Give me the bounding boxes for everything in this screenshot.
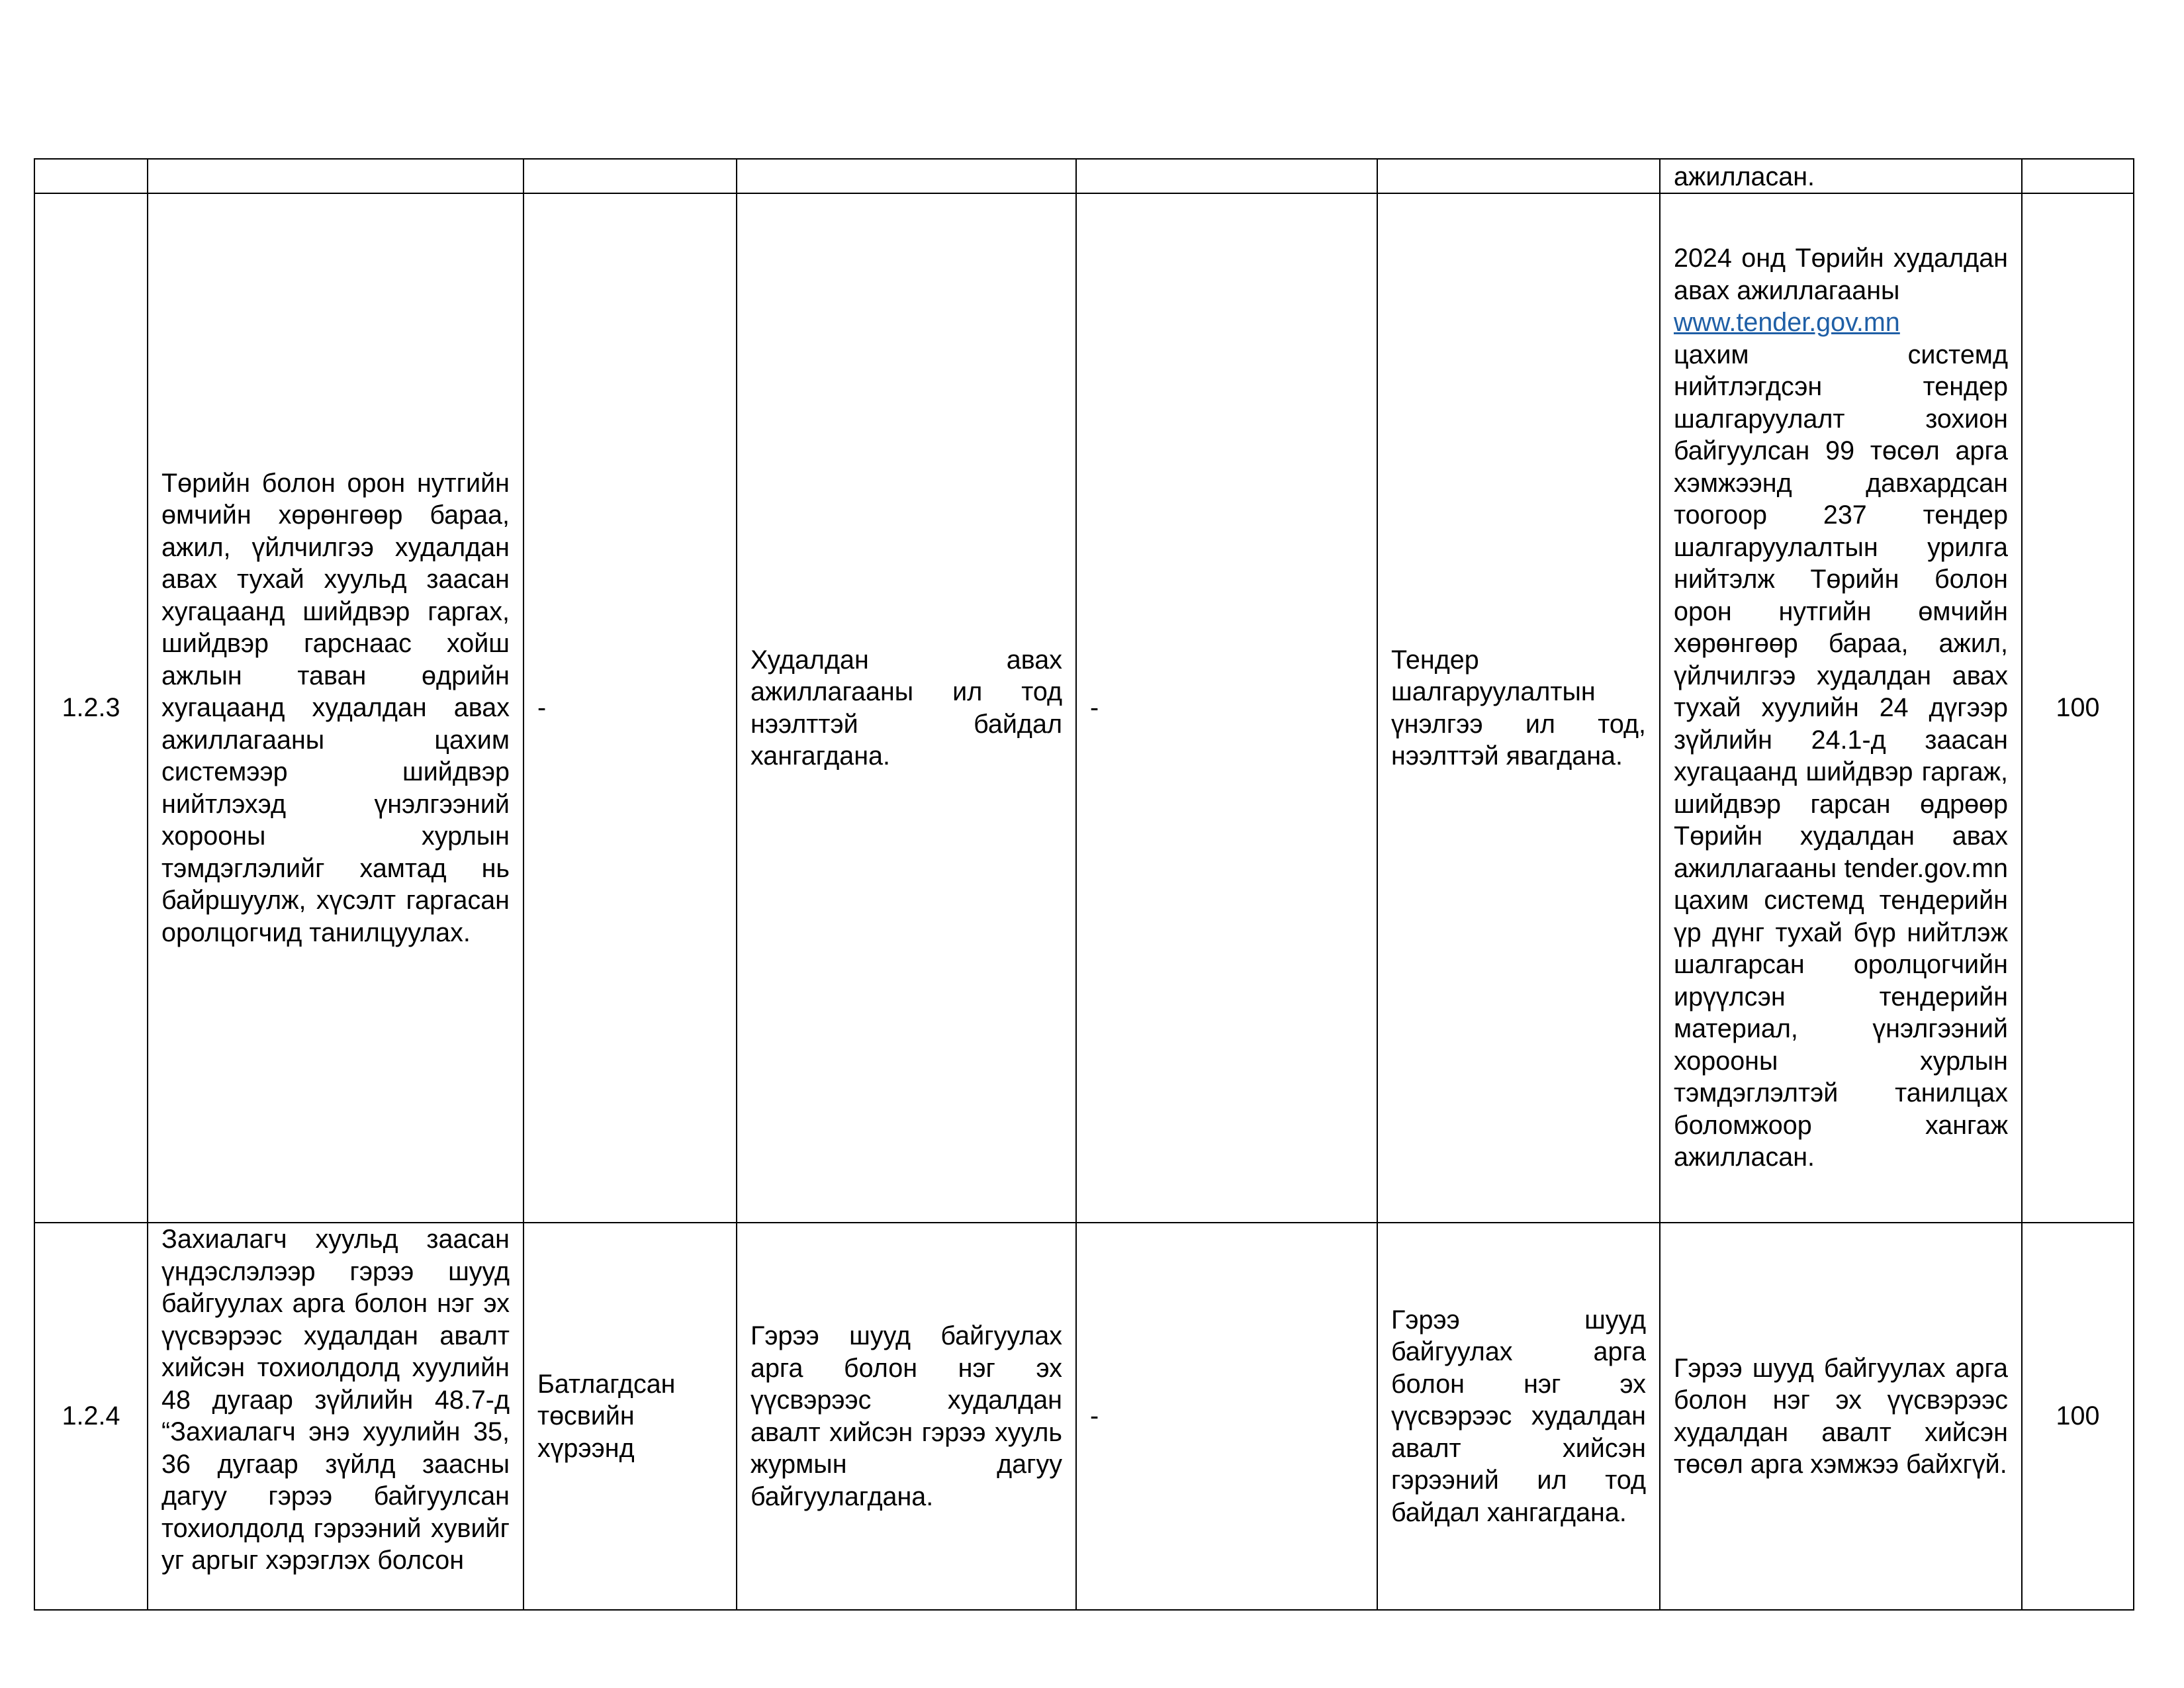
cell-expected-result: Гэрээ шууд байгуулах арга болон нэг эх үүсвэрээс худалдан авалт хийсэн гэрээ хууль журмын дагуу байгуулагдана. — [737, 1223, 1076, 1610]
report-table — [34, 158, 2134, 1611]
cell-indicator: Гэрээ шууд байгуулах арга болон нэг эх үүсвэрээс худалдан авалт хийсэн гэрээний ил тод байдал хангагдана. — [1377, 1223, 1660, 1610]
cell-measure — [148, 159, 523, 193]
cell-implementation — [1660, 193, 2022, 1223]
cell-col5: - — [1076, 1223, 1377, 1610]
cell-measure: Захиалагч хуульд заасан үндэслэлээр гэрээ шууд байгуулах арга болон нэг эх үүсвэрээс худалдан авалт хийсэн тохиолдолд хуулийн 48 дугаар зүйлийн 48.7-д “Захиалагч энэ хуулийн 35, 36 дугаар зүйлд заасны дагуу гэрээ байгуулсан тохиолдолд гэрээний хувийг уг аргыг хэрэглэх болсон — [148, 1223, 523, 1610]
cell-col5 — [1076, 159, 1377, 193]
cell-score: 100 — [2022, 193, 2134, 1223]
cell-expected-result: Худалдан авах ажиллагааны ил тод нээлттэй байдал хангагдана. — [737, 193, 1076, 1223]
cell-budget: - — [523, 193, 737, 1223]
cell-col5: - — [1076, 193, 1377, 1223]
table-row — [34, 1223, 2134, 1610]
cell-indicator — [1377, 159, 1660, 193]
cell-measure: Төрийн болон орон нутгийн өмчийн хөрөнгөөр бараа, ажил, үйлчилгээ худалдан авах тухай хуульд заасан хугацаанд шийдвэр гаргах, шийдвэр гарснаас хойш ажлын таван өдрийн хугацаанд худалдан авах ажиллагааны цахим системээр шийдвэр нийтлэхэд үнэлгээний хорооны хурлын тэмдэглэлийг хамтад нь байршуулж, хүсэлт гаргасан оролцогчид танилцуулах. — [148, 193, 523, 1223]
implementation-text-2: цахим системд нийтлэгдсэн тендер шалгаруулалт зохион байгуулсан 99 төсөл арга хэмжээнд давхардсан тоогоор 237 тендер шалгаруулалтын урилга нийтэлж Төрийн болон орон нутгийн өмчийн хөрөнгөөр бараа, ажил, үйлчилгээ худалдан авах тухай хуулийн 24 дүгээр зүйлийн 24.1-д заасан хугацаанд шийдвэр гаргаж, шийдвэр гарсан өдрөөр Төрийн худалдан авах ажиллагааны tender.gov.mn цахим системд тендерийн үр дүнг тухай бүр нийтлэж шалгарсан оролцогчийн ирүүлсэн тендерийн материал, үнэлгээний хорооны хурлын тэмдэглэлтэй танилцах боломжоор хангаж ажилласан. — [1674, 340, 2008, 1172]
cell-expected-result — [737, 159, 1076, 193]
tender-link[interactable]: www.tender.gov.mn — [1674, 308, 1900, 338]
cell-budget — [523, 159, 737, 193]
cell-implementation: ажилласан. — [1660, 159, 2022, 193]
cell-score: 100 — [2022, 1223, 2134, 1610]
implementation-text-1: 2024 онд Төрийн худалдан авах ажиллагааны — [1674, 244, 2008, 305]
cell-number: 1.2.4 — [34, 1223, 148, 1610]
cell-budget: Батлагдсан төсвийн хүрээнд — [523, 1223, 737, 1610]
table-row — [34, 159, 2134, 193]
cell-implementation: Гэрээ шууд байгуулах арга болон нэг эх үүсвэрээс худалдан авалт хийсэн төсөл арга хэмжээ байхгүй. — [1660, 1223, 2022, 1610]
cell-number — [34, 159, 148, 193]
cell-number: 1.2.3 — [34, 193, 148, 1223]
cell-indicator: Тендер шалгаруулалтын үнэлгээ ил тод, нээлттэй явагдана. — [1377, 193, 1660, 1223]
cell-score — [2022, 159, 2134, 193]
table-row — [34, 193, 2134, 1223]
